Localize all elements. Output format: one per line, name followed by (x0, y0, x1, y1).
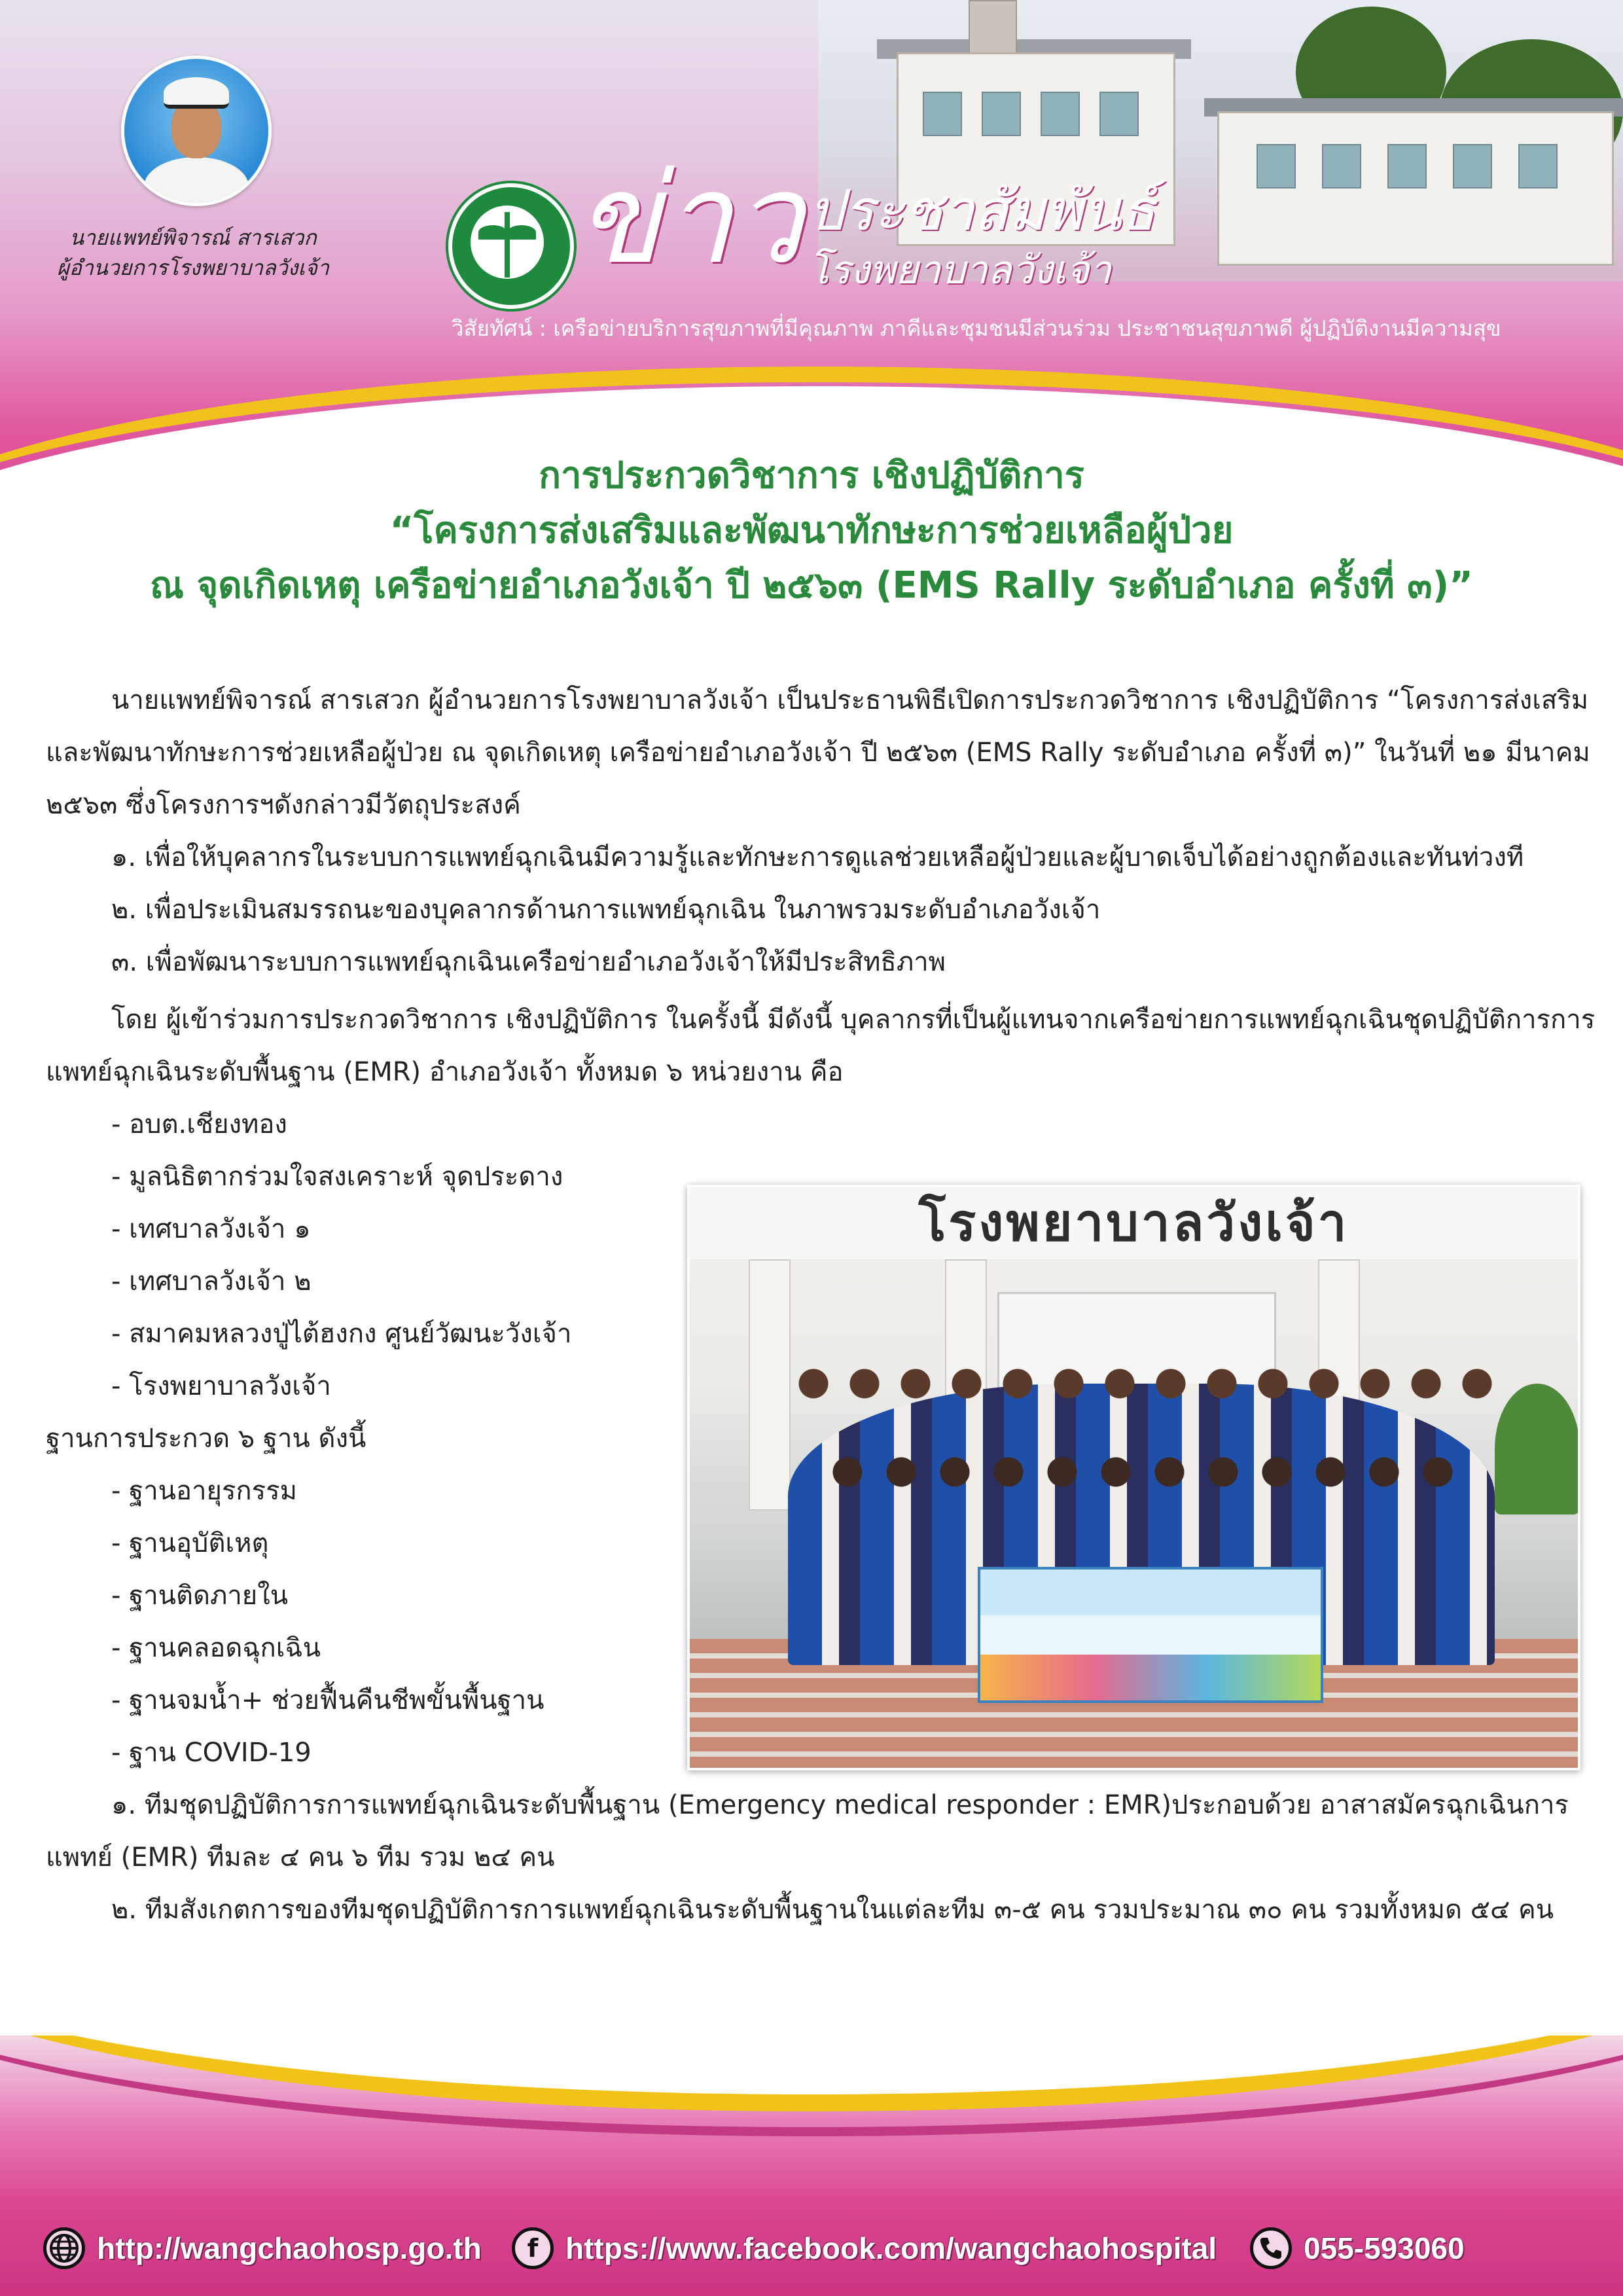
globe-icon (43, 2227, 85, 2269)
window (923, 92, 962, 136)
unit-item: - เทศบาลวังเจ้า ๒ (111, 1266, 312, 1297)
public-relations-heading: ประชาสัมพันธ์ (808, 178, 1156, 243)
station-item: - ฐานคลอดฉุกเฉิน (111, 1633, 321, 1663)
hospital-name-heading: โรงพยาบาลวังเจ้า (808, 247, 1112, 293)
hospital-sign: โรงพยาบาลวังเจ้า (690, 1187, 1578, 1259)
window (1322, 144, 1361, 188)
unit-item: - เทศบาลวังเจ้า ๑ (111, 1214, 311, 1244)
group-photo (687, 1185, 1580, 1770)
title-line: การประกวดวิชาการ เชิงปฏิบัติการ (539, 454, 1084, 497)
window (1257, 144, 1296, 188)
participants-paragraph: โดย ผู้เข้าร่วมการประกวดวิชาการ เชิงปฏิบัติการ ในครั้งนี้ มีดังนี้ บุคลากรที่เป็นผู้แทนจากเครือข่ายการแพทย์ฉุกเฉินชุดปฏิบัติการการแพทย์ฉุกเฉินระดับพื้นฐาน (EMR) อำเภอวังเจ้า ทั้งหมด ๖ หน่วยงาน คือ (46, 1005, 1596, 1087)
stations-heading: ฐานการประกวด ๖ ฐาน ดังนี้ (46, 1424, 366, 1454)
unit-item: - สมาคมหลวงปู่ไต้ฮงกง ศูนย์วัฒนะวังเจ้า (111, 1319, 572, 1349)
event-banner (978, 1567, 1323, 1703)
building-tower (969, 0, 1017, 58)
director-avatar (121, 56, 272, 206)
facebook-link[interactable]: https://www.facebook.com/wangchaohospital (565, 2231, 1217, 2265)
website-link[interactable]: http://wangchaohosp.go.th (97, 2231, 482, 2265)
station-item: - ฐานอุบัติเหตุ (111, 1528, 269, 1558)
title-line: “โครงการส่งเสริมและพัฒนาทักษะการช่วยเหลือผู้ป่วย (389, 509, 1234, 552)
facebook-contact[interactable] (512, 2222, 1217, 2274)
team-item: ๑. ทีมชุดปฏิบัติการการแพทย์ฉุกเฉินระดับพื้นฐาน (Emergency medical responder : EMR)ประกอบด้วย อาสาสมัครฉุกเฉินการแพทย์ (EMR) ทีมละ ๔ คน ๖ ทีม รวม ๒๔ คน (46, 1790, 1569, 1873)
director-name: นายแพทย์พิจารณ์ สารเสวก (69, 225, 317, 250)
window (982, 92, 1021, 136)
unit-item: - มูลนิธิตากร่วมใจสงเคราะห์ จุดประดาง (111, 1162, 563, 1192)
intro-paragraph: นายแพทย์พิจารณ์ สารเสวก ผู้อำนวยการโรงพยาบาลวังเจ้า เป็นประธานพิธีเปิดการประกวดวิชาการ เชิงปฏิบัติการ “โครงการส่งเสริมและพัฒนาทักษะการช่วยเหลือผู้ป่วย ณ จุดเกิดเหตุ เครือข่ายอำเภอวังเจ้า ปี ๒๕๖๓ (EMS Rally ระดับอำเภอ ครั้งที่ ๓)” ในวันที่ ๒๑ มีนาคม ๒๕๖๓ ซึ่งโครงการฯดังกล่าวมีวัตถุประสงค์ (46, 685, 1590, 820)
participants-heads (821, 1449, 1475, 1495)
participants-heads (788, 1361, 1495, 1407)
hospital-building-wing (1217, 111, 1614, 266)
window (1453, 144, 1492, 188)
window (1518, 144, 1558, 188)
team-item: ๒. ทีมสังเกตการของทีมชุดปฏิบัติการการแพทย์ฉุกเฉินระดับพื้นฐานในแต่ละทีม ๓-๕ คน รวมประมาณ ๓๐ คน รวมทั้งหมด ๕๔ คน (111, 1895, 1554, 1925)
ministry-of-public-health-logo (448, 183, 574, 309)
facebook-icon: f (512, 2227, 554, 2269)
station-item: - ฐานจมน้ำ+ ช่วยฟื้นคืนชีพขั้นพื้นฐาน (111, 1685, 544, 1715)
article-title (39, 448, 1584, 613)
objective-item: ๓. เพื่อพัฒนาระบบการแพทย์ฉุกเฉินเครือข่ายอำเภอวังเจ้าให้มีประสิทธิภาพ (111, 947, 946, 977)
objective-item: ๑. เพื่อให้บุคลากรในระบบการแพทย์ฉุกเฉินมีความรู้และทักษะการดูแลช่วยเหลือผู้ป่วยและผู้บาดเจ็บได้อย่างถูกต้องและทันท่วงที (111, 842, 1524, 872)
plant (1495, 1384, 1578, 1515)
director-position: ผู้อำนวยการโรงพยาบาลวังเจ้า (56, 255, 329, 280)
phone-contact[interactable] (1250, 2222, 1465, 2274)
pillar (749, 1259, 791, 1511)
vision-statement: วิสัยทัศน์ : เครือข่ายบริการสุขภาพที่มีคุณภาพ ภาคีและชุมชนมีส่วนร่วม ประชาชนสุขภาพดี ผู้ปฏิบัติงานมีความสุข (452, 315, 1501, 341)
footer-wave (0, 2036, 1623, 2136)
station-item: - ฐานอายุรกรรม (111, 1476, 297, 1506)
director-caption (39, 223, 347, 283)
website-contact[interactable] (43, 2222, 482, 2274)
phone-icon (1250, 2227, 1292, 2269)
station-item: - ฐาน COVID-19 (111, 1738, 312, 1768)
window (1387, 144, 1427, 188)
news-heading: ข่าว (576, 147, 805, 291)
unit-item: - โรงพยาบาลวังเจ้า (111, 1371, 331, 1401)
objective-item: ๒. เพื่อประเมินสมรรถนะของบุคลากรด้านการแพทย์ฉุกเฉิน ในภาพรวมระดับอำเภอวังเจ้า (111, 895, 1101, 925)
station-item: - ฐานติดภายใน (111, 1581, 289, 1611)
phone-number[interactable]: 055-593060 (1304, 2231, 1465, 2265)
window (1099, 92, 1139, 136)
window (1041, 92, 1080, 136)
title-line: ณ จุดเกิดเหตุ เครือข่ายอำเภอวังเจ้า ปี ๒๕๖๓ (EMS Rally ระดับอำเภอ ครั้งที่ ๓)” (150, 564, 1473, 607)
unit-item: - อบต.เชียงทอง (111, 1109, 287, 1139)
